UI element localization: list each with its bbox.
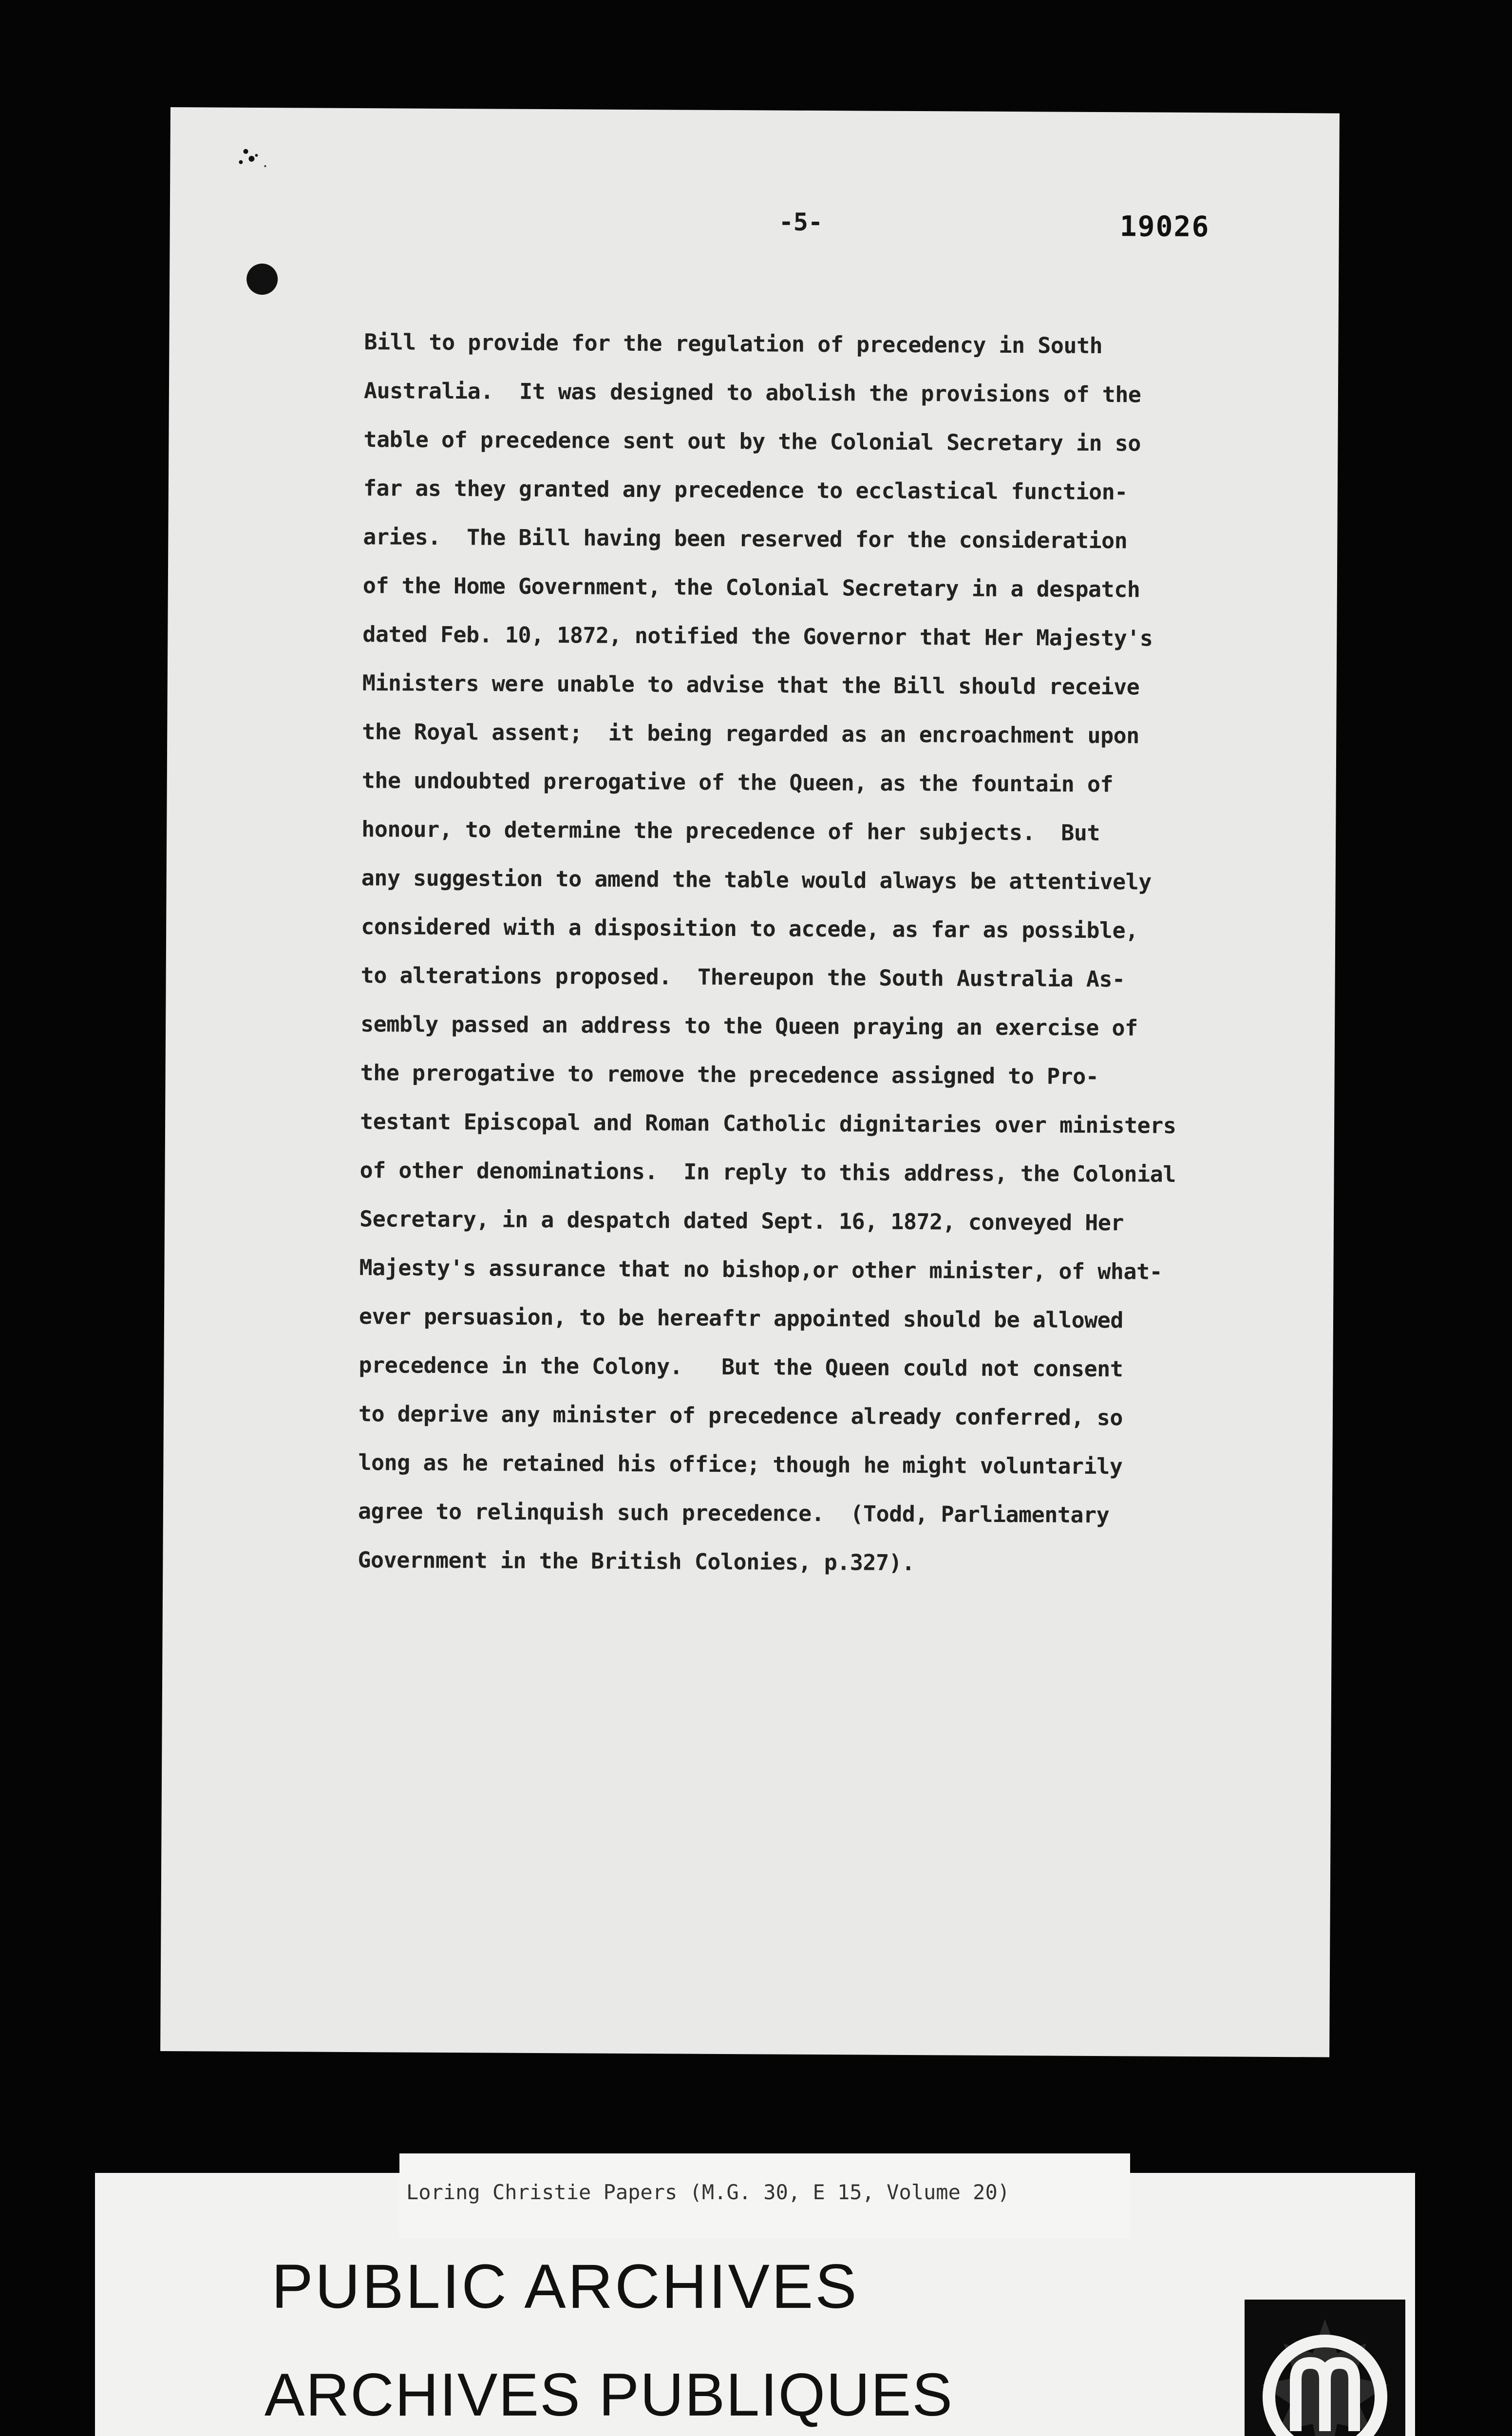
document-number: 19026 (1119, 209, 1210, 244)
text-line: to deprive any minister of precedence already conferred, so (358, 1401, 1123, 1431)
text-line: the prerogative to remove the precedence assigned to Pro- (360, 1060, 1099, 1090)
archives-canada-logo-icon (1245, 2300, 1405, 2436)
archive-title-english: PUBLIC ARCHIVES (271, 2252, 859, 2322)
text-line: Majesty's assurance that no bishop,or other minister, of what- (359, 1255, 1163, 1285)
ink-specks (226, 142, 284, 186)
logo-graphic (1245, 2300, 1405, 2436)
text-line: the undoubted prerogative of the Queen, as the fountain of (361, 767, 1114, 798)
text-line: aries. The Bill having been reserved for the consideration (363, 524, 1128, 554)
text-line: Secretary, in a despatch dated Sept. 16, 1872, conveyed Her (359, 1206, 1124, 1236)
text-line: honour, to determine the precedence of her subjects. But (361, 816, 1100, 846)
text-line: of other denominations. In reply to this address, the Colonial (359, 1157, 1176, 1187)
text-line: testant Episcopal and Roman Catholic dignitaries over ministers (359, 1108, 1176, 1139)
text-line: precedence in the Colony. But the Queen could not consent (359, 1352, 1123, 1382)
typed-body-text (358, 318, 1314, 1589)
text-line: Australia. It was designed to abolish the provisions of the (363, 378, 1141, 408)
text-line: dated Feb. 10, 1872, notified the Governor that Her Majesty's (362, 621, 1153, 651)
page-number: -5- (778, 208, 823, 237)
document-page (160, 107, 1340, 2057)
collection-label: Loring Christie Papers (M.G. 30, E 15, Volume 20) (406, 2180, 1010, 2204)
text-line: sembly passed an address to the Queen praying an exercise of (360, 1011, 1138, 1041)
collection-label-strip (399, 2153, 1130, 2239)
text-line: to alterations proposed. Thereupon the South Australia As- (360, 962, 1125, 992)
text-line: table of precedence sent out by the Colonial Secretary in so (363, 426, 1141, 457)
text-line: considered with a disposition to accede, as far as possible, (361, 914, 1138, 944)
archive-title-french: ARCHIVES PUBLIQUES (264, 2361, 954, 2429)
text-line: far as they granted any precedence to ecclastical function- (363, 475, 1128, 505)
text-line: Ministers were unable to advise that the Bill should receive (362, 670, 1140, 700)
text-line: long as he retained his office; though he might voluntarily (358, 1449, 1123, 1480)
text-line: agree to relinquish such precedence. (Todd, Parliamentary (358, 1498, 1110, 1528)
text-line: Government in the British Colonies, p.327). (358, 1547, 915, 1576)
text-line: ever persuasion, to be hereaftr appointed should be allowed (359, 1303, 1124, 1333)
punch-hole (246, 264, 278, 295)
text-line: any suggestion to amend the table would always be attentively (361, 865, 1152, 895)
text-line: Bill to provide for the regulation of precedency in South (364, 329, 1103, 359)
text-line: of the Home Government, the Colonial Secretary in a despatch (362, 572, 1140, 603)
text-line: the Royal assent; it being regarded as an encroachment upon (362, 719, 1139, 749)
